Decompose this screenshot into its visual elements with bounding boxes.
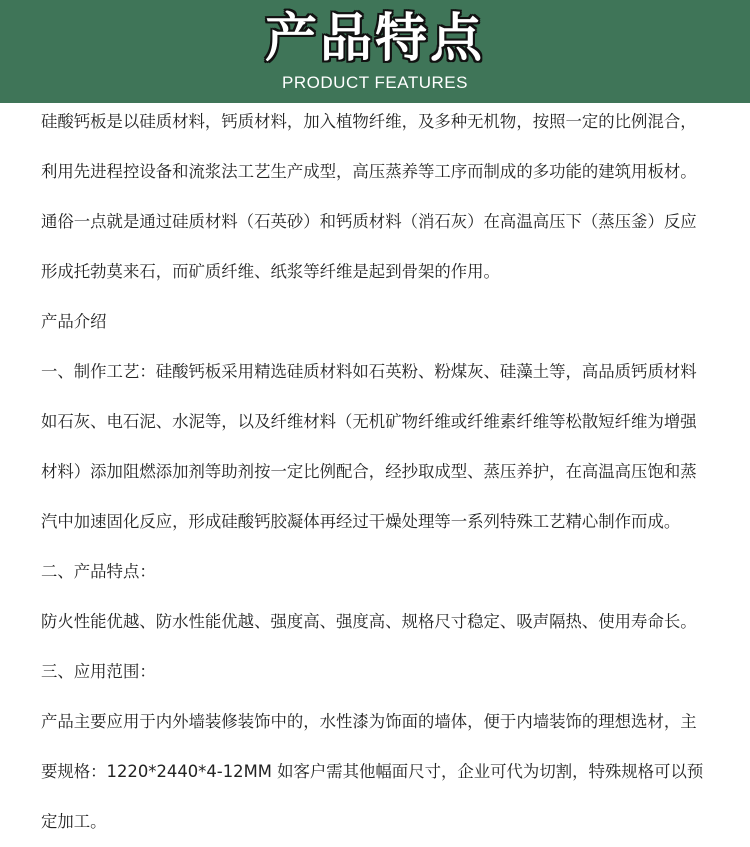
text-line: 防火性能优越、防水性能优越、强度高、强度高、规格尺寸稳定、吸声隔热、使用寿命长。: [41, 612, 697, 631]
section-heading-intro: 产品介绍: [41, 312, 107, 331]
text-line: 一、制作工艺：硅酸钙板采用精选硅质材料如石英粉、粉煤灰、硅藻土等，高品质钙质材料: [41, 362, 697, 381]
header-banner: [0, 0, 750, 103]
text-line: 要规格：1220*2440*4-12MM 如客户需其他幅面尺寸，企业可代为切割，特殊规格可以预: [41, 762, 704, 781]
page-title: 产品特点: [264, 9, 485, 69]
text-line: 定加工。: [41, 812, 107, 831]
page-subtitle: PRODUCT FEATURES: [282, 73, 468, 92]
section-heading-applications: 三、应用范围：: [41, 662, 156, 681]
text-line: 利用先进程控设备和流浆法工艺生产成型，高压蒸养等工序而制成的多功能的建筑用板材。: [41, 162, 697, 181]
text-line: 汽中加速固化反应，形成硅酸钙胶凝体再经过干燥处理等一系列特殊工艺精心制作而成。: [41, 512, 681, 531]
section-heading-features: 二、产品特点：: [41, 562, 156, 581]
text-line: 通俗一点就是通过硅质材料（石英砂）和钙质材料（消石灰）在高温高压下（蒸压釜）反应: [41, 212, 697, 231]
text-line: 如石灰、电石泥、水泥等，以及纤维材料（无机矿物纤维或纤维素纤维等松散短纤维为增强: [41, 412, 697, 431]
text-line: 产品主要应用于内外墙装修装饰中的，水性漆为饰面的墙体，便于内墙装饰的理想选材，主: [41, 712, 697, 731]
text-line: 硅酸钙板是以硅质材料，钙质材料，加入植物纤维，及多种无机物，按照一定的比例混合，: [41, 112, 697, 131]
text-line: 材料）添加阻燃添加剂等助剂按一定比例配合，经抄取成型、蒸压养护，在高温高压饱和蒸: [41, 462, 697, 481]
text-line: 形成托勃莫来石，而矿质纤维、纸浆等纤维是起到骨架的作用。: [41, 262, 500, 281]
